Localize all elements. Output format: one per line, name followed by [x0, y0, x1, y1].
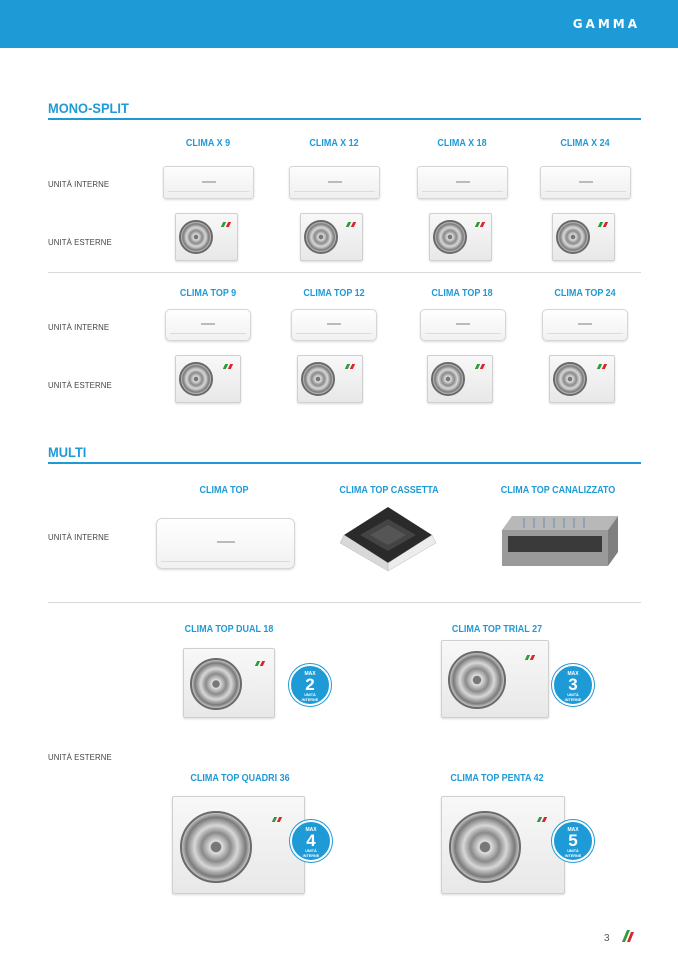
row-label-esterne-multi: UNITÀ ESTERNE: [48, 752, 112, 762]
indoor-unit-x24: [540, 166, 631, 199]
multi-title: MULTI: [48, 444, 87, 460]
fan-icon: [179, 220, 213, 254]
fan-icon: [556, 220, 590, 254]
fan-icon: [304, 220, 338, 254]
fan-icon: [301, 362, 335, 396]
outdoor-unit-penta-42: [441, 796, 565, 894]
clima-top-dual-18-label: CLIMA TOP DUAL 18: [184, 624, 274, 635]
clima-top-trial-27-label: CLIMA TOP TRIAL 27: [451, 624, 543, 635]
clima-top-label: CLIMA TOP: [199, 485, 249, 496]
clima-x-24-label: CLIMA X 24: [560, 138, 610, 149]
indoor-unit-top18: [420, 309, 506, 341]
clima-top-canalizzato-label: CLIMA TOP CANALIZZATO: [500, 485, 616, 496]
row-label-interne-x: UNITÀ INTERNE: [48, 179, 110, 189]
clima-top-penta-42-label: CLIMA TOP PENTA 42: [450, 773, 544, 784]
brand-logo-icon: [346, 364, 355, 369]
max-units-badge-5: MAX 5 UNITÀ INTERNE: [552, 820, 594, 862]
fan-icon: [553, 362, 587, 396]
divider: [48, 602, 641, 603]
clima-top-18-label: CLIMA TOP 18: [431, 288, 493, 299]
multi-rule: [48, 462, 641, 464]
brand-logo-icon: [526, 655, 535, 660]
header-bar: [0, 0, 678, 48]
header-title: GAMMA: [572, 17, 640, 31]
max-units-badge-3: MAX 3 UNITÀ INTERNE: [552, 664, 594, 706]
outdoor-unit-quadri-36: [172, 796, 305, 894]
indoor-unit-top9: [165, 309, 251, 341]
row-label-interne-multi: UNITÀ INTERNE: [48, 532, 110, 542]
outdoor-unit-trial-27: [441, 640, 549, 718]
outdoor-unit-x18: [429, 213, 492, 261]
indoor-unit-top12: [291, 309, 377, 341]
outdoor-unit-x9: [175, 213, 238, 261]
cassette-unit-icon: [336, 505, 440, 577]
divider: [48, 272, 641, 273]
row-label-esterne-x: UNITÀ ESTERNE: [48, 237, 112, 247]
brand-logo-icon: [256, 661, 265, 666]
brand-logo-icon: [476, 222, 485, 227]
outdoor-unit-x12: [300, 213, 363, 261]
outdoor-unit-dual-18: [183, 648, 275, 718]
outdoor-unit-x24: [552, 213, 615, 261]
brand-logo-icon: [273, 817, 282, 822]
outdoor-unit-top12: [297, 355, 363, 403]
fan-icon: [448, 651, 506, 709]
fan-icon: [180, 811, 252, 883]
outdoor-unit-top24: [549, 355, 615, 403]
brand-logo-icon: [599, 222, 608, 227]
fan-icon: [190, 658, 242, 710]
mono-split-rule: [48, 118, 641, 120]
clima-top-quadri-36-label: CLIMA TOP QUADRI 36: [190, 773, 290, 784]
brand-logo-icon: [598, 364, 607, 369]
clima-top-cassetta-label: CLIMA TOP CASSETTA: [339, 485, 439, 496]
clima-x-18-label: CLIMA X 18: [437, 138, 487, 149]
clima-top-24-label: CLIMA TOP 24: [554, 288, 616, 299]
clima-top-12-label: CLIMA TOP 12: [303, 288, 365, 299]
fan-icon: [433, 220, 467, 254]
clima-x-9-label: CLIMA X 9: [185, 138, 231, 149]
max-units-badge-4: MAX 4 UNITÀ INTERNE: [290, 820, 332, 862]
indoor-unit-x9: [163, 166, 254, 199]
outdoor-unit-top18: [427, 355, 493, 403]
max-units-badge-2: MAX 2 UNITÀ INTERNE: [289, 664, 331, 706]
brand-logo-icon: [347, 222, 356, 227]
indoor-unit-x18: [417, 166, 508, 199]
fan-icon: [431, 362, 465, 396]
duct-unit-icon: [494, 510, 624, 570]
clima-top-9-label: CLIMA TOP 9: [179, 288, 237, 299]
row-label-esterne-top: UNITÀ ESTERNE: [48, 380, 112, 390]
row-label-interne-top: UNITÀ INTERNE: [48, 322, 110, 332]
brand-logo-icon: [538, 817, 547, 822]
indoor-unit-x12: [289, 166, 380, 199]
page-number: 3: [604, 933, 610, 944]
brand-logo-icon: [224, 364, 233, 369]
outdoor-unit-top9: [175, 355, 241, 403]
fan-icon: [449, 811, 521, 883]
brand-logo-icon: [222, 222, 231, 227]
brand-logo-icon: [476, 364, 485, 369]
brand-logo-icon: [622, 930, 636, 942]
indoor-unit-top24: [542, 309, 628, 341]
clima-x-12-label: CLIMA X 12: [309, 138, 359, 149]
fan-icon: [179, 362, 213, 396]
mono-split-title: MONO-SPLIT: [48, 100, 129, 116]
indoor-unit-clima-top: [156, 518, 295, 569]
